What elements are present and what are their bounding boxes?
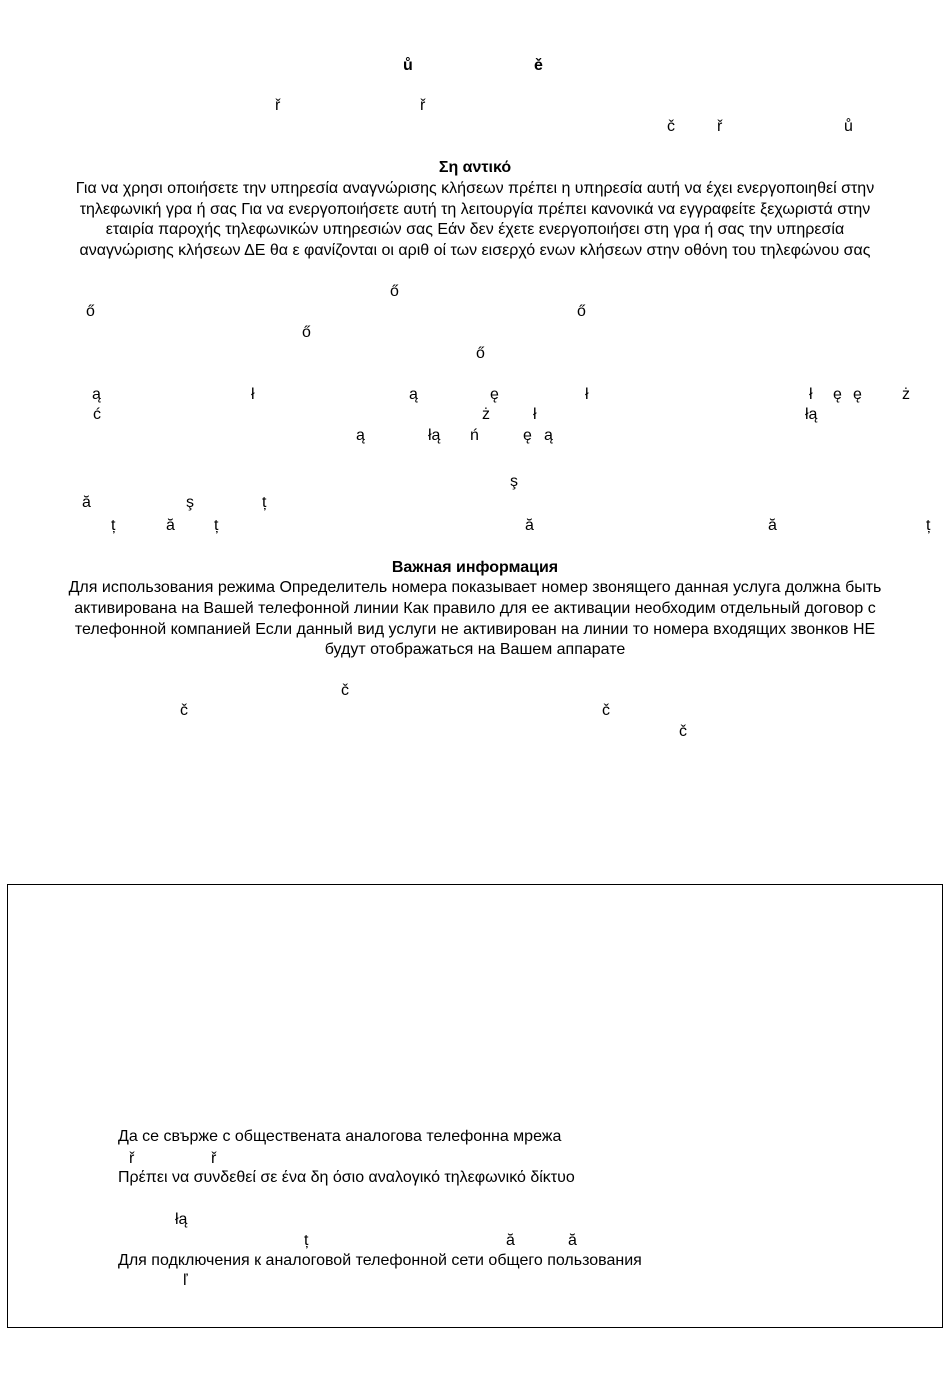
czech-glyph: ů (844, 118, 853, 135)
polish-glyph: ę (853, 386, 862, 403)
greek-notice: Πρέπει να συνδεθεί σε ένα δη όσιο αναλογικό τηλεφωνικό δίκτυο (118, 1169, 575, 1186)
romanian-glyph: ă (525, 517, 534, 534)
slovak-glyph: č (602, 702, 610, 719)
polish-glyph: ć (93, 406, 101, 423)
slovak-glyph: č (180, 702, 188, 719)
czech-heading-glyph: ě (534, 57, 543, 74)
polish-glyph: ę (833, 386, 842, 403)
russian-paragraph-line: активирована на Вашей телефонной линии Как правило для ее активации необходим отдельный договор с (74, 600, 876, 617)
romanian-glyph: ă (568, 1232, 577, 1249)
russian-notice: Для подключения к аналоговой телефонной сети общего пользования (118, 1252, 642, 1269)
russian-paragraph-line: Для использования режима Определитель номера показывает номер звонящего данная услуга должна быть (68, 579, 882, 596)
hungarian-glyph: ő (476, 345, 485, 362)
polish-glyph: ą (356, 427, 365, 444)
czech-glyph: ř (129, 1150, 135, 1167)
romanian-glyph: ă (768, 517, 777, 534)
greek-paragraph-line: Για να χρησι οποιήσετε την υπηρεσία αναγνώρισης κλήσεων πρέπει η υπηρεσία αυτή να έχει ενεργοποιηθεί στην (75, 180, 875, 197)
greek-paragraph-line: εταιρία παροχής τηλεφωνικών υπηρεσιών σας Εάν δεν έχετε ενεργοποιήσει στη γρα ή σας την υπηρεσία (105, 221, 845, 238)
russian-paragraph-line: будут отображаться на Вашем аппарате (324, 641, 626, 658)
polish-glyph: ę (523, 427, 532, 444)
romanian-glyph: ă (82, 494, 91, 511)
polish-glyph: ę (490, 386, 499, 403)
romanian-glyph: ț (304, 1232, 309, 1249)
hungarian-glyph: ő (390, 283, 399, 300)
czech-glyph: ř (717, 118, 723, 135)
polish-glyph: łą (805, 406, 818, 423)
polish-glyph: ł (533, 406, 537, 423)
greek-paragraph-line: τηλεφωνική γρα ή σας Για να ενεργοποιήσετε αυτή τη λειτουργία πρέπει κανονικά να εγγραφείτε ξεχωριστά στην (79, 201, 871, 218)
czech-glyph: ř (211, 1150, 217, 1167)
czech-glyph: č (667, 118, 675, 135)
hungarian-glyph: ő (86, 303, 95, 320)
hungarian-glyph: ő (302, 324, 311, 341)
romanian-glyph: ț (926, 517, 931, 534)
russian-heading: Важная информация (391, 559, 559, 576)
polish-glyph: ń (470, 427, 479, 444)
romanian-glyph: ş (186, 494, 194, 511)
romanian-glyph: ş (510, 473, 518, 490)
polish-glyph: ą (409, 386, 418, 403)
polish-glyph: łą (428, 427, 441, 444)
czech-glyph: ř (420, 97, 426, 114)
czech-heading-glyph: ů (403, 57, 413, 74)
polish-glyph: ą (544, 427, 553, 444)
polish-glyph: ł (585, 386, 589, 403)
polish-glyph: ą (92, 386, 101, 403)
polish-glyph: ż (902, 386, 910, 403)
polish-glyph: łą (175, 1211, 188, 1228)
hungarian-glyph: ő (577, 303, 586, 320)
romanian-glyph: ț (111, 517, 116, 534)
polish-glyph: ż (482, 406, 490, 423)
romanian-glyph: ă (166, 517, 175, 534)
romanian-glyph: ă (506, 1232, 515, 1249)
greek-heading: Ση αντικό (438, 159, 512, 176)
slovak-glyph: ľ (183, 1272, 188, 1289)
bulgarian-notice: Да се свърже с обществената аналогова телефонна мрежа (118, 1128, 562, 1145)
slovak-glyph: č (679, 723, 687, 740)
czech-glyph: ř (275, 97, 281, 114)
russian-paragraph-line: телефонной компанией Если данный вид услуги не активирован на линии то номера входящих звонков НЕ (74, 621, 876, 638)
romanian-glyph: ț (214, 517, 219, 534)
polish-glyph: ł (809, 386, 813, 403)
polish-glyph: ł (251, 386, 255, 403)
slovak-glyph: č (341, 682, 349, 699)
greek-paragraph-line: αναγνώρισης κλήσεων ΔΕ θα ε φανίζονται οι αριθ οί των εισερχό ενων κλήσεων στην οθόνη του τηλεφώνου σας (79, 242, 871, 259)
romanian-glyph: ț (262, 494, 267, 511)
